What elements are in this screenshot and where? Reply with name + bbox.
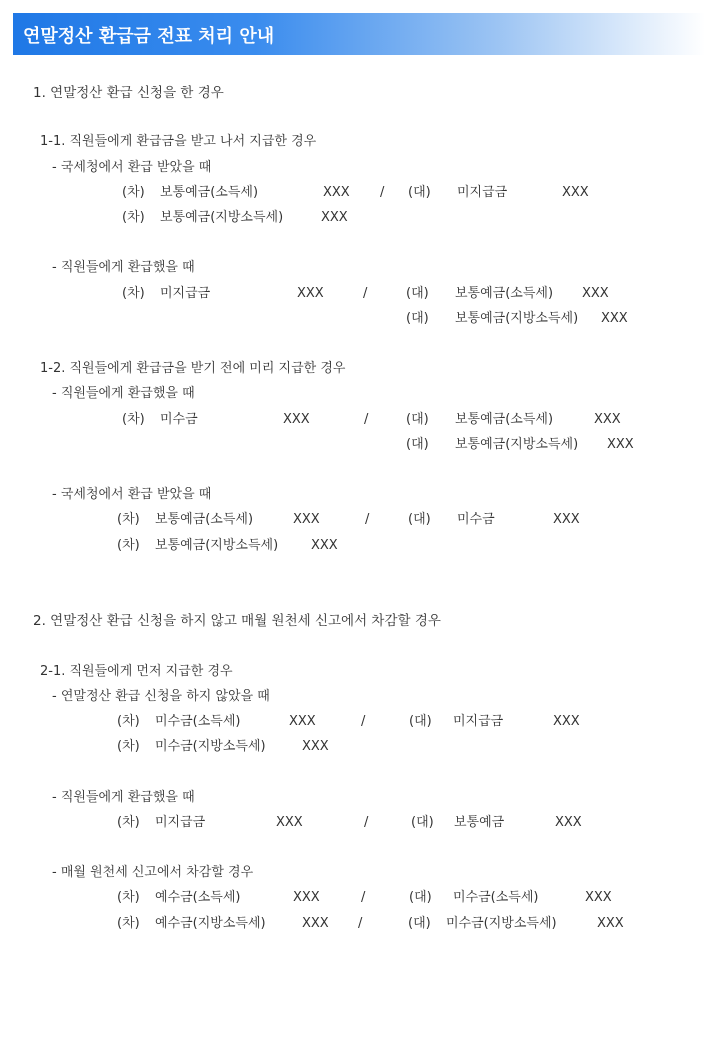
credit-amount: XXX bbox=[585, 890, 612, 905]
credit-account: 미수금(소득세) bbox=[453, 890, 539, 905]
credit-marker: (대) bbox=[406, 437, 429, 452]
credit-account: 보통예금(지방소득세) bbox=[455, 437, 579, 452]
credit-account: 보통예금(지방소득세) bbox=[455, 311, 579, 326]
debit-account: 미수금 bbox=[160, 412, 198, 427]
subsection-heading: 1-1. 직원들에게 환급금을 받고 나서 지급한 경우 bbox=[40, 134, 317, 149]
credit-amount: XXX bbox=[582, 286, 609, 301]
debit-amount: XXX bbox=[311, 538, 338, 553]
debit-account: 미지급금 bbox=[155, 815, 206, 830]
credit-amount: XXX bbox=[553, 714, 580, 729]
debit-account: 미수금(소득세) bbox=[155, 714, 241, 729]
credit-account: 보통예금 bbox=[454, 815, 505, 830]
debit-amount: XXX bbox=[302, 916, 329, 931]
subsection-heading: 1-2. 직원들에게 환급금을 받기 전에 미리 지급한 경우 bbox=[40, 361, 346, 376]
credit-account: 보통예금(소득세) bbox=[455, 286, 554, 301]
debit-amount: XXX bbox=[289, 714, 316, 729]
credit-marker: (대) bbox=[408, 512, 431, 527]
debit-marker: (차) bbox=[122, 412, 145, 427]
credit-marker: (대) bbox=[411, 815, 434, 830]
entry-separator: / bbox=[364, 412, 369, 427]
debit-account: 예수금(지방소득세) bbox=[155, 916, 266, 931]
debit-marker: (차) bbox=[117, 714, 140, 729]
credit-account: 미수금(지방소득세) bbox=[446, 916, 557, 931]
credit-account: 미수금 bbox=[457, 512, 495, 527]
credit-marker: (대) bbox=[406, 286, 429, 301]
subsection-heading: 2-1. 직원들에게 먼저 지급한 경우 bbox=[40, 664, 233, 679]
debit-marker: (차) bbox=[122, 185, 145, 200]
case-label: - 연말정산 환급 신청을 하지 않았을 때 bbox=[52, 689, 270, 704]
debit-account: 미지급금 bbox=[160, 286, 211, 301]
credit-marker: (대) bbox=[408, 185, 431, 200]
credit-marker: (대) bbox=[406, 311, 429, 326]
debit-marker: (차) bbox=[117, 739, 140, 754]
section-heading: 1. 연말정산 환급 신청을 한 경우 bbox=[33, 85, 224, 101]
debit-marker: (차) bbox=[122, 286, 145, 301]
entry-separator: / bbox=[361, 890, 366, 905]
debit-amount: XXX bbox=[276, 815, 303, 830]
credit-amount: XXX bbox=[597, 916, 624, 931]
debit-amount: XXX bbox=[293, 512, 320, 527]
credit-amount: XXX bbox=[555, 815, 582, 830]
debit-marker: (차) bbox=[117, 538, 140, 553]
case-label: - 직원들에게 환급했을 때 bbox=[52, 386, 195, 401]
credit-marker: (대) bbox=[409, 714, 432, 729]
entry-separator: / bbox=[363, 286, 368, 301]
debit-marker: (차) bbox=[117, 815, 140, 830]
debit-amount: XXX bbox=[293, 890, 320, 905]
case-label: - 국세청에서 환급 받았을 때 bbox=[52, 160, 212, 175]
credit-amount: XXX bbox=[594, 412, 621, 427]
debit-account: 보통예금(지방소득세) bbox=[155, 538, 279, 553]
debit-marker: (차) bbox=[122, 210, 145, 225]
credit-amount: XXX bbox=[562, 185, 589, 200]
debit-account: 보통예금(소득세) bbox=[155, 512, 254, 527]
credit-account: 미지급금 bbox=[453, 714, 504, 729]
case-label: - 직원들에게 환급했을 때 bbox=[52, 790, 195, 805]
entry-separator: / bbox=[361, 714, 366, 729]
debit-account: 보통예금(지방소득세) bbox=[160, 210, 284, 225]
debit-marker: (차) bbox=[117, 916, 140, 931]
section-heading: 2. 연말정산 환급 신청을 하지 않고 매월 원천세 신고에서 차감할 경우 bbox=[33, 613, 441, 629]
case-label: - 국세청에서 환급 받았을 때 bbox=[52, 487, 212, 502]
title-banner bbox=[13, 13, 705, 55]
debit-marker: (차) bbox=[117, 512, 140, 527]
debit-amount: XXX bbox=[297, 286, 324, 301]
case-label: - 직원들에게 환급했을 때 bbox=[52, 260, 195, 275]
credit-marker: (대) bbox=[409, 890, 432, 905]
credit-marker: (대) bbox=[406, 412, 429, 427]
debit-account: 예수금(소득세) bbox=[155, 890, 241, 905]
entry-separator: / bbox=[380, 185, 385, 200]
entry-separator: / bbox=[358, 916, 363, 931]
credit-amount: XXX bbox=[607, 437, 634, 452]
debit-amount: XXX bbox=[321, 210, 348, 225]
credit-account: 미지급금 bbox=[457, 185, 508, 200]
credit-marker: (대) bbox=[408, 916, 431, 931]
debit-account: 미수금(지방소득세) bbox=[155, 739, 266, 754]
entry-separator: / bbox=[364, 815, 369, 830]
credit-amount: XXX bbox=[601, 311, 628, 326]
credit-account: 보통예금(소득세) bbox=[455, 412, 554, 427]
credit-amount: XXX bbox=[553, 512, 580, 527]
page-title: 연말정산 환급금 전표 처리 안내 bbox=[23, 26, 275, 47]
debit-amount: XXX bbox=[283, 412, 310, 427]
case-label: - 매월 원천세 신고에서 차감할 경우 bbox=[52, 865, 254, 880]
entry-separator: / bbox=[365, 512, 370, 527]
debit-account: 보통예금(소득세) bbox=[160, 185, 259, 200]
debit-marker: (차) bbox=[117, 890, 140, 905]
debit-amount: XXX bbox=[302, 739, 329, 754]
debit-amount: XXX bbox=[323, 185, 350, 200]
